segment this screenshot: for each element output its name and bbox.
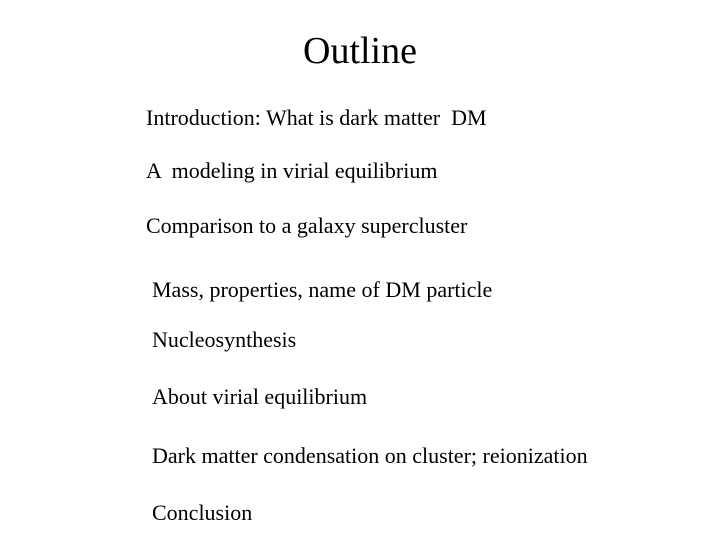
slide-title: Outline	[303, 30, 417, 72]
outline-item-virial-equilibrium: About virial equilibrium	[152, 384, 368, 409]
outline-item-nucleosynthesis: Nucleosynthesis	[152, 327, 297, 352]
outline-item-comparison: Comparison to a galaxy supercluster	[146, 213, 468, 238]
outline-item-modeling: A modeling in virial equilibrium	[146, 158, 438, 183]
outline-item-condensation: Dark matter condensation on cluster; reionization	[152, 443, 588, 468]
outline-item-mass-properties: Mass, properties, name of DM particle	[152, 277, 493, 302]
outline-item-conclusion: Conclusion	[152, 500, 253, 525]
outline-item-introduction: Introduction: What is dark matter DM	[146, 105, 487, 130]
